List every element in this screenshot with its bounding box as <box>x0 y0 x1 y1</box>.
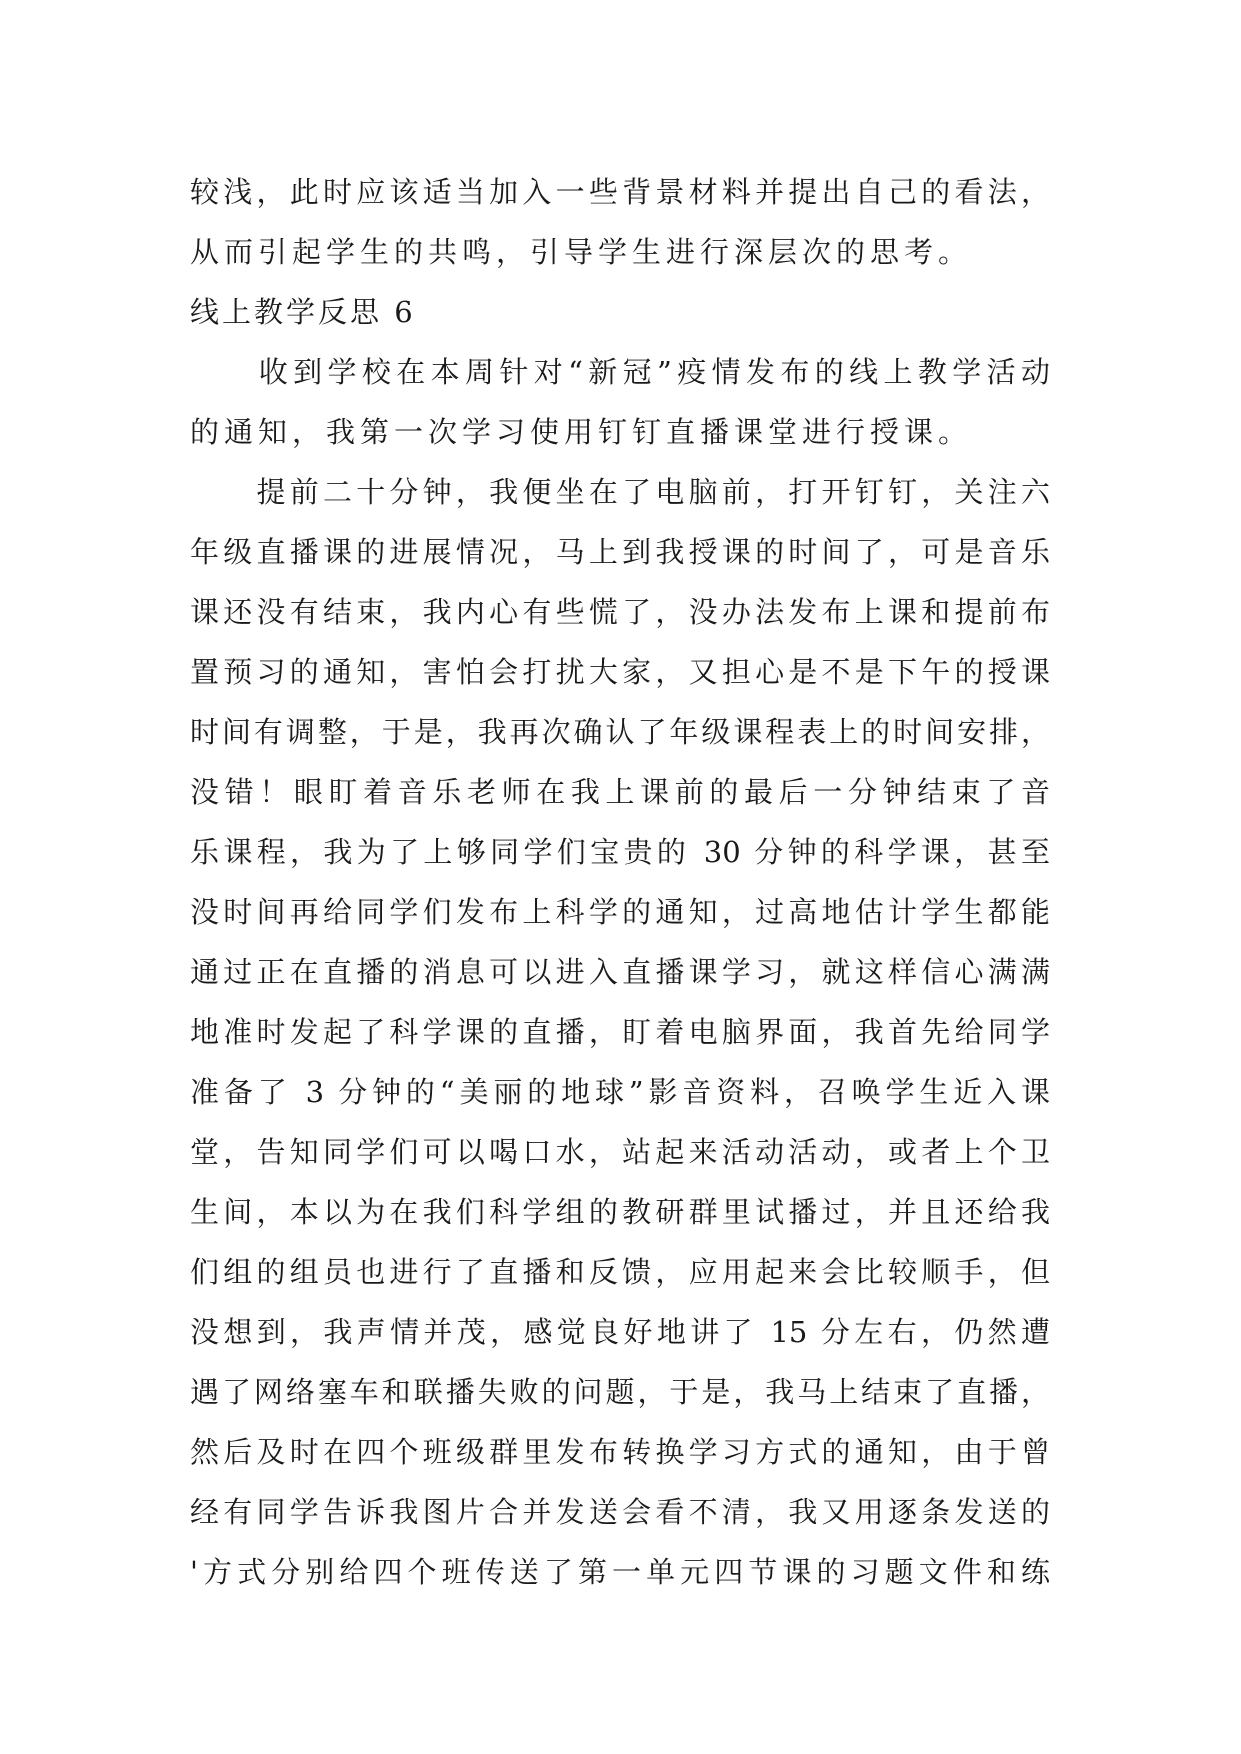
paragraph-line: 提前二十分钟，我便坐在了电脑前，打开钉钉，关注六 <box>190 475 1050 509</box>
text-line: 较浅，此时应该适当加入一些背景材料并提出自己的看法， <box>190 175 1050 209</box>
paragraph-line: 置预习的通知，害怕会打扰大家，又担心是不是下午的授课 <box>190 655 1050 689</box>
paragraph-line: 准备了 3 分钟的“美丽的地球”影音资料，召唤学生近入课 <box>190 1075 1050 1109</box>
text-line: 从而引起学生的共鸣，引导学生进行深层次的思考。 <box>190 235 973 269</box>
paragraph-line: 乐课程，我为了上够同学们宝贵的 30 分钟的科学课，甚至 <box>190 835 1050 869</box>
paragraph-line: 年级直播课的进展情况，马上到我授课的时间了，可是音乐 <box>190 535 1050 569</box>
paragraph-line: 没时间再给同学们发布上科学的通知，过高地估计学生都能 <box>190 895 1050 929</box>
paragraph-line: 时间有调整，于是，我再次确认了年级课程表上的时间安排， <box>190 715 1050 749</box>
paragraph-line: 遇了网络塞车和联播失败的问题，于是，我马上结束了直播， <box>190 1375 1050 1409</box>
paragraph-line: '方式分别给四个班传送了第一单元四节课的习题文件和练 <box>190 1555 1050 1589</box>
paragraph-line: 然后及时在四个班级群里发布转换学习方式的通知，由于曾 <box>190 1435 1050 1469</box>
paragraph-line: 们组的组员也进行了直播和反馈，应用起来会比较顺手，但 <box>190 1255 1050 1289</box>
paragraph-line: 生间，本以为在我们科学组的教研群里试播过，并且还给我 <box>190 1195 1050 1229</box>
paragraph-line: 通过正在直播的消息可以进入直播课学习，就这样信心满满 <box>190 955 1050 989</box>
paragraph-line: 没错！眼盯着音乐老师在我上课前的最后一分钟结束了音 <box>190 775 1050 809</box>
document-body <box>190 162 1050 1602</box>
paragraph-line: 堂，告知同学们可以喝口水，站起来活动活动，或者上个卫 <box>190 1135 1050 1169</box>
paragraph-line: 的通知，我第一次学习使用钉钉直播课堂进行授课。 <box>190 415 973 449</box>
paragraph-line: 没想到，我声情并茂，感觉良好地讲了 15 分左右，仍然遭 <box>190 1315 1050 1349</box>
paragraph-line: 课还没有结束，我内心有些慌了，没办法发布上课和提前布 <box>190 595 1050 629</box>
paragraph-line: 经有同学告诉我图片合并发送会看不清，我又用逐条发送的 <box>190 1495 1050 1529</box>
section-title: 线上教学反思 6 <box>190 295 416 329</box>
paragraph-line: 地准时发起了科学课的直播，盯着电脑界面，我首先给同学 <box>190 1015 1050 1049</box>
paragraph-line: 收到学校在本周针对“新冠”疫情发布的线上教学活动 <box>190 355 1050 389</box>
